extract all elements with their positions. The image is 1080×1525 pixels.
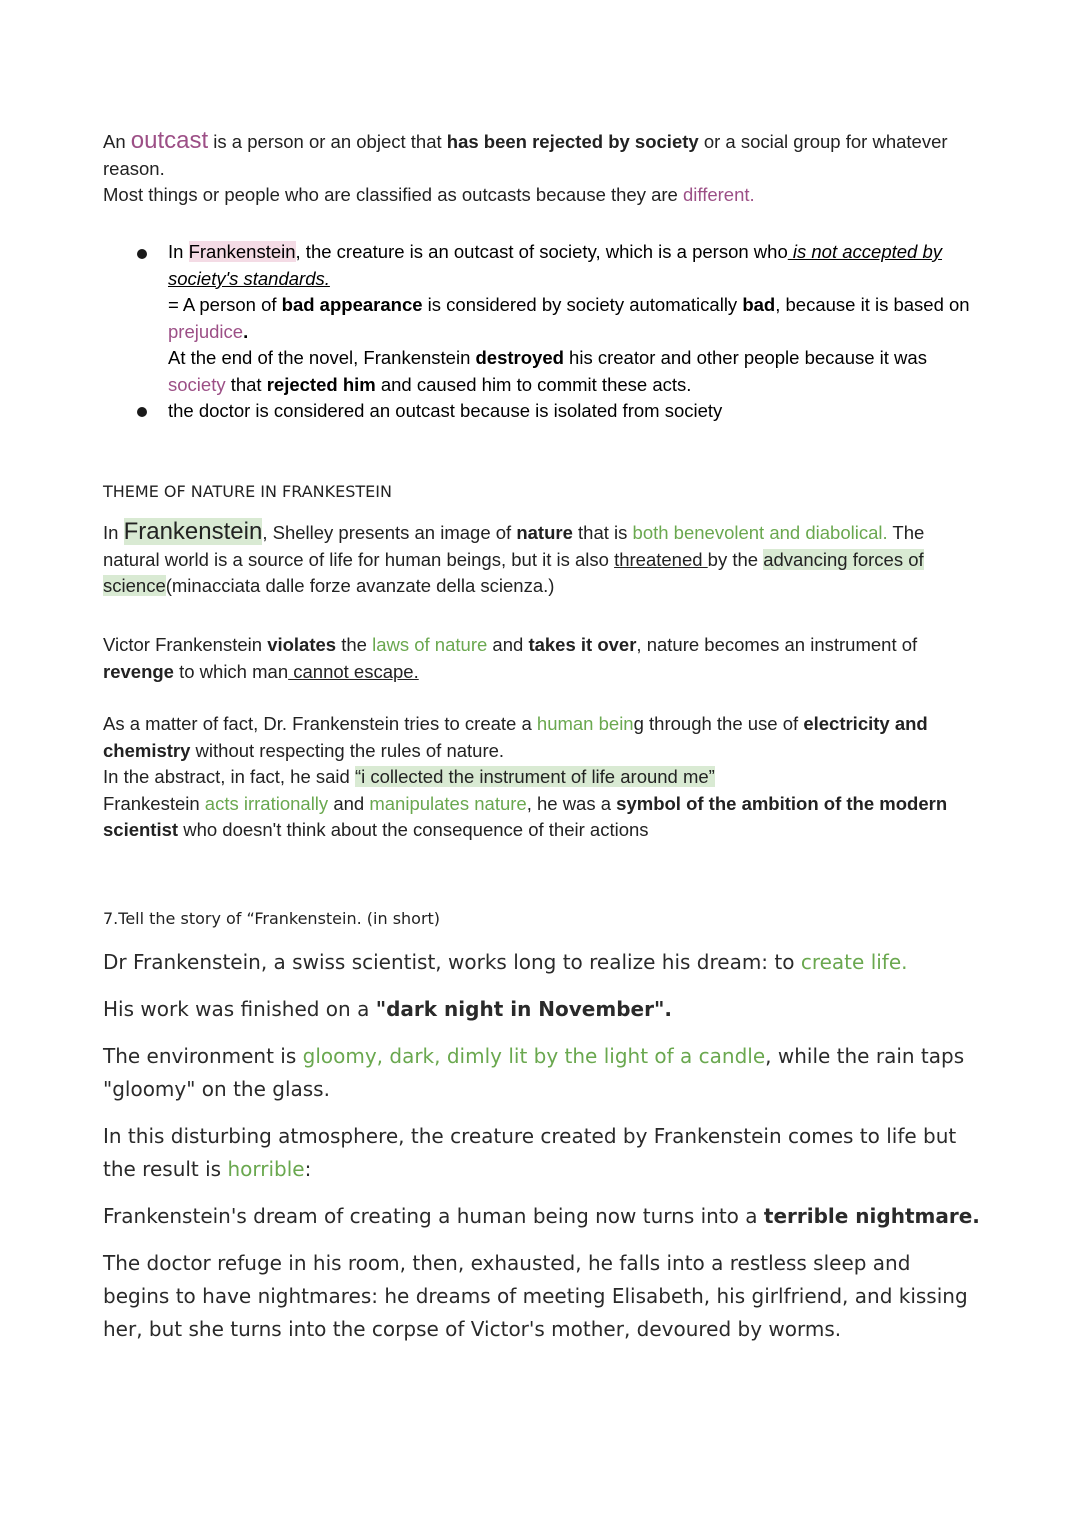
section-heading-nature: THEME OF NATURE IN FRANKESTEIN [103, 482, 392, 501]
nature-paragraph-3: As a matter of fact, Dr. Frankenstein tries to create a human being through the use of electricity and chemistry without respecting the rules of nature. In the abstract, in fact, he said “i collected the instrument of life around me” Frankestein acts irrationally and manipulates nature, he was a symbol of the ambition of the modern scientist who doesn't think about the consequence of their actions [103, 713, 948, 840]
outcast-term: outcast [130, 127, 209, 154]
story-paragraph-4: In this disturbing atmosphere, the creature created by Frankenstein comes to life but the result is horrible: [103, 1124, 957, 1181]
outcast-paragraph-1: An outcast is a person or an object that has been rejected by society or a social group for whatever reason. [103, 127, 948, 179]
story-paragraph-3: The environment is gloomy, dark, dimly lit by the light of a candle, while the rain taps "gloomy" on the glass. [103, 1044, 965, 1101]
bullet-point [137, 249, 147, 259]
outcast-paragraph-2: Most things or people who are classified as outcasts because they are different. [103, 184, 755, 205]
bullet-point [137, 407, 147, 417]
section-heading-story: 7.Tell the story of “Frankenstein. (in short) [103, 909, 441, 928]
nature-paragraph-1: In Frankenstein, Shelley presents an image of nature that is both benevolent and diabolical. The natural world is a source of life for human beings, but it is also threatened by the advancing forces of science(minacciata dalle forze avanzate della scienza.) [103, 518, 925, 596]
story-paragraph-5: Frankenstein's dream of creating a human being now turns into a terrible nightmare. [103, 1204, 980, 1228]
list-item-creature-outcast: In Frankenstein, the creature is an outcast of society, which is a person who is not accepted by society's standards. = A person of bad appearance is considered by society automatically bad, because it is based on prejudice. At the end of the novel, Frankenstein destroyed his creator and other people because it was society that rejected him and caused him to commit these acts. [168, 241, 970, 395]
story-paragraph-6: The doctor refuge in his room, then, exhausted, he falls into a restless sleep and begins to have nightmares: he dreams of meeting Elisabeth, his girlfriend, and kissing her, but she turns into the corpse of Victor's mother, devoured by worms. [103, 1251, 968, 1341]
story-paragraph-1: Dr Frankenstein, a swiss scientist, works long to realize his dream: to create life. [103, 950, 908, 974]
nature-paragraph-2: Victor Frankenstein violates the laws of nature and takes it over, nature becomes an instrument of revenge to which man cannot escape. [103, 634, 918, 682]
outcast-definition [103, 128, 983, 209]
story-paragraph-2: His work was finished on a "dark night in November". [103, 997, 672, 1021]
list-item-doctor-outcast: the doctor is considered an outcast because is isolated from society [168, 400, 723, 421]
